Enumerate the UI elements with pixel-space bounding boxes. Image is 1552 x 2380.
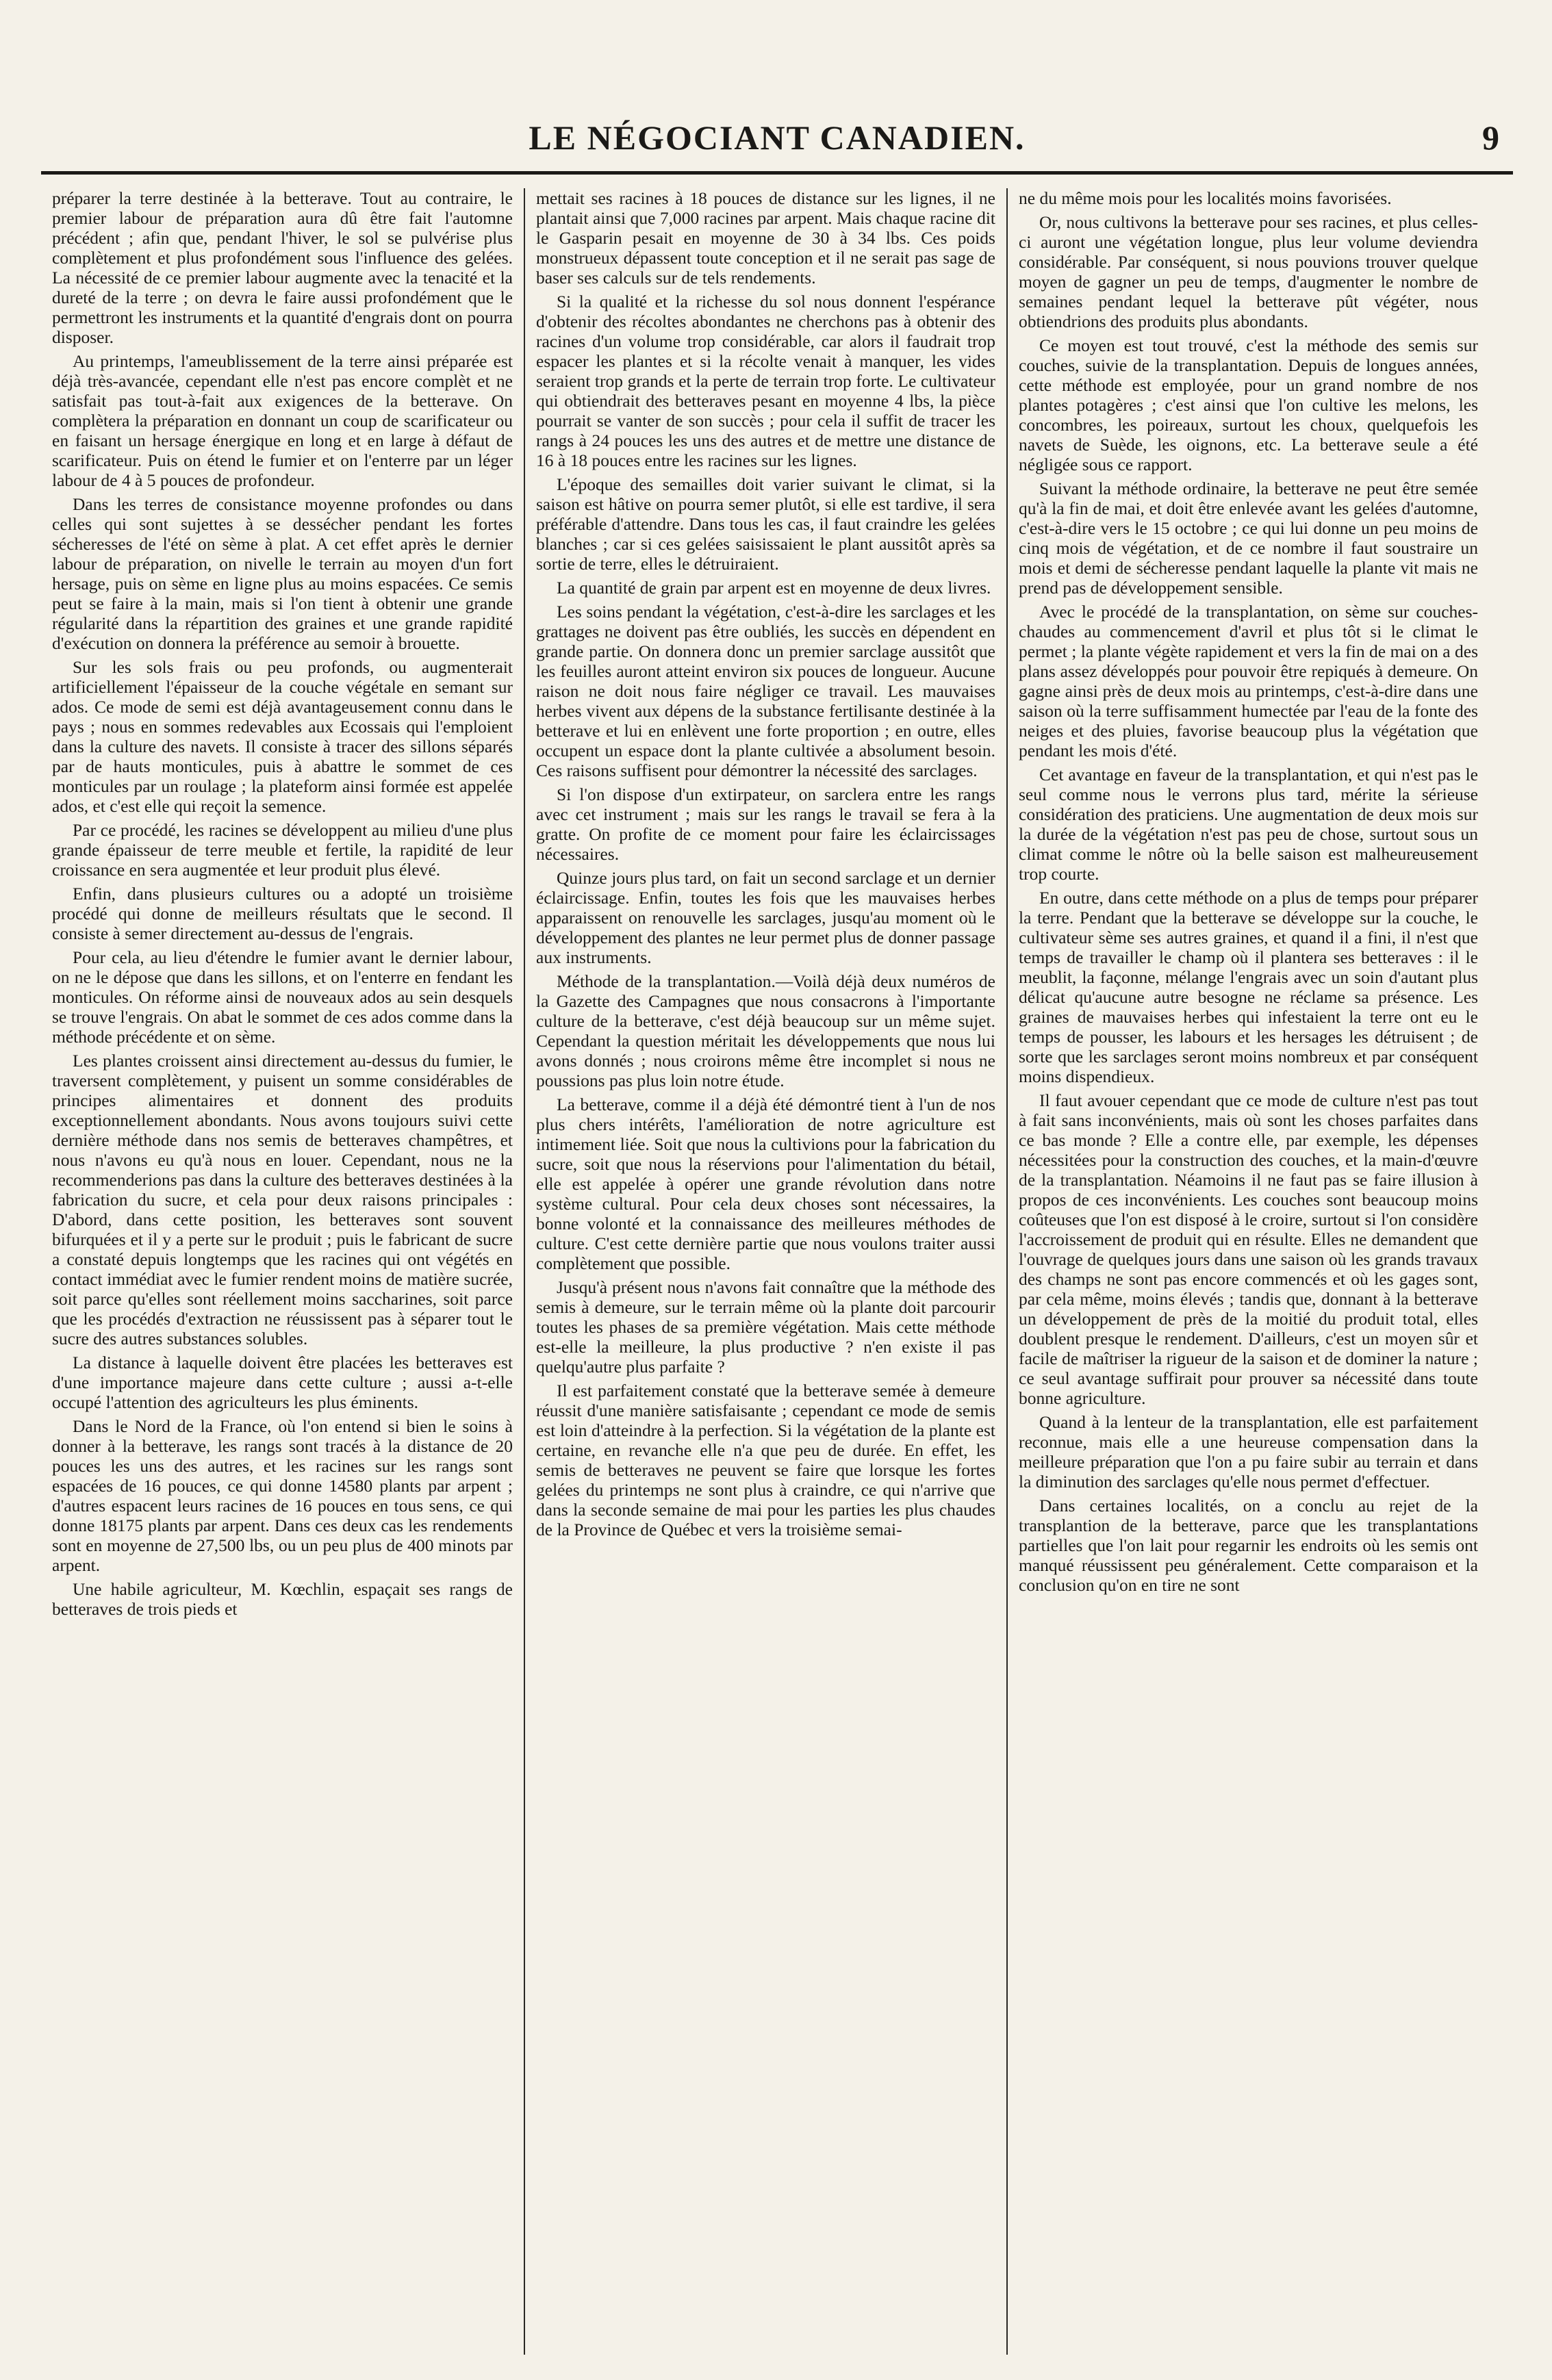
paragraph: Cet avantage en faveur de la transplantation, et qui n'est pas le seul comme nous le verrons plus tard, mérite la sérieuse considération des praticiens. Une augmentation de deux mois sur la durée de la végétation n'est pas peu de chose, surtout sous un climat comme le nôtre où la belle saison est malheureusement trop courte. xyxy=(1019,765,1478,884)
paragraph: Quand à la lenteur de la transplantation, elle est parfaitement reconnue, mais elle a une heureuse compensation dans la meilleure préparation que l'on a pu faire subir au terrain et dans la diminution des sarclages qu'elle nous permet d'effectuer. xyxy=(1019,1412,1478,1492)
paragraph: Il est parfaitement constaté que la betterave semée à demeure réussit d'une manière satisfaisante ; cependant ce mode de semis est loin d'atteindre à la perfection. Si la végétation de la plante est certaine, en revanche elle n'a que peu de durée. En effet, les semis de betteraves ne peuvent se faire que lorsque les fortes gelées du printemps ne sont plus à craindre, ce qui n'arrive que dans la seconde semaine de mai pour les parties les plus chaudes de la Province de Québec et vers la troisième semai- xyxy=(536,1381,995,1539)
paragraph: Ce moyen est tout trouvé, c'est la méthode des semis sur couches, suivie de la transplantation. Depuis de longues années, cette méthode est employée, pour un grand nombre de nos plantes potagères ; c'est ainsi que l'on cultive les melons, les concombres, les poireaux, surtout les choux, quelquefois les navets de Suède, les oignons, etc. La betterave seule a été négligée sous ce rapport. xyxy=(1019,335,1478,474)
paragraph: Si la qualité et la richesse du sol nous donnent l'espérance d'obtenir des récoltes abondantes ne cherchons pas à obtenir des racines d'un volume trop considérable, car alors il faudrait trop espacer les plantes et si la récolte venait à manquer, les vides seraient trop grands et la perte de terrain trop forte. Le cultivateur qui obtiendrait des betteraves pesant en moyenne 4 lbs, la pièce pourrait se vanter de son succès ; pour cela il suffit de tracer les rangs à 24 pouces les uns des autres et de mettre une distance de 16 à 18 pouces entre les racines sur les lignes. xyxy=(536,292,995,470)
paragraph: Quinze jours plus tard, on fait un second sarclage et un dernier éclaircissage. Enfin, toutes les fois que les mauvaises herbes apparaissent on renouvelle les sarclages, jusqu'au moment où le développement des plantes ne leur permet plus de donner passage aux instruments. xyxy=(536,868,995,967)
column-1 xyxy=(41,188,524,2355)
page-title: LE NÉGOCIANT CANADIEN. xyxy=(529,118,1026,157)
paragraph: La quantité de grain par arpent est en moyenne de deux livres. xyxy=(557,578,991,598)
paragraph: Pour cela, au lieu d'étendre le fumier avant le dernier labour, on ne le dépose que dans les sillons, et on l'enterre en fendant les monticules. On réforme ainsi de nouveaux ados au sein desquels se trouve l'engrais. On abat le sommet de ces ados comme dans la méthode précédente et on sème. xyxy=(52,947,513,1047)
paragraph: Méthode de la transplantation.—Voilà déjà deux numéros de la Gazette des Campagnes que nous consacrons à l'importante culture de la betterave, c'est déjà beaucoup sur un même sujet. Cependant la question méritait les développements que nous lui avons donnés ; nous croirons même être incomplet si nous ne poussions pas plus loin notre étude. xyxy=(536,971,995,1090)
page-number: 9 xyxy=(1482,118,1499,157)
column-3 xyxy=(1006,188,1489,2355)
paragraph: Dans certaines localités, on a conclu au rejet de la transplantion de la betterave, parce que les transplantations partielles que l'on lait pour regarnir les endroits où les semis ont manqué réussissent peu généralement. Cette comparaison et la conclusion qu'on en tire ne sont xyxy=(1019,1496,1478,1595)
paragraph: Avec le procédé de la transplantation, on sème sur couches-chaudes au commencement d'avril et plus tôt si le climat le permet ; la plante végète rapidement et vers la fin de mai on a des plans assez développés pour pouvoir être repiqués à demeure. On gagne ainsi près de deux mois au printemps, c'est-à-dire dans une saison où la terre suffisamment humectée par l'eau de la fonte des neiges et des pluies, favorise beaucoup plus la végétation que pendant les mois d'été. xyxy=(1019,602,1478,760)
paragraph: Jusqu'à présent nous n'avons fait connaître que la méthode des semis à demeure, sur le terrain même où la plante doit parcourir toutes les phases de sa première végétation. Mais cette méthode est-elle la meilleure, la plus productive ? n'en existe il pas quelqu'autre plus parfaite ? xyxy=(536,1277,995,1377)
paragraph: Il faut avouer cependant que ce mode de culture n'est pas tout à fait sans inconvénients, mais où sont les choses parfaites dans ce bas monde ? Elle a contre elle, par exemple, les dépenses nécessitées pour la construction des couches, et la main-d'œuvre de la transplantation. Néamoins il ne faut pas se faire illusion à propos de ces inconvénients. Les couches sont beaucoup moins coûteuses que l'on est disposé à le croire, surtout si l'on considère l'accroissement de produit qui en résulte. Elles ne demandent que l'ouvrage de quelques jours dans une saison où les grands travaux des champs ne sont pas encore commencés et où les gages sont, par cela même, moins élevés ; tandis que, donnant à la betterave un développement de près de la moitié du produit total, elles doublent presque le rendement. D'ailleurs, c'est un moyen sûr et facile de maîtriser la rigueur de la saison et de dominer la nature ; ce seul avantage suffirait pour prouver sa nécessité dans toute bonne agriculture. xyxy=(1019,1090,1478,1408)
masthead xyxy=(41,110,1513,175)
newspaper-page xyxy=(41,110,1513,2355)
paragraph: ne du même mois pour les localités moins favorisées. xyxy=(1019,188,1392,208)
paragraph: Sur les sols frais ou peu profonds, ou augmenterait artificiellement l'épaisseur de la couche végétale en semant sur ados. Ce mode de semi est déjà avantageusement connu dans le pays ; nous en sommes redevables aux Ecossais qui l'emploient dans la culture des navets. Il consiste à tracer des sillons séparés par de hauts monticules, puis à abattre le sommet de ces monticules par un roulage ; la plateform ainsi formée est appelée ados, et c'est elle qui reçoit la semence. xyxy=(52,657,513,816)
paragraph: Par ce procédé, les racines se développent au milieu d'une plus grande épaisseur de terre meuble et fertile, la rapidité de leur croissance en sera augmentée et leur produit plus élevé. xyxy=(52,820,513,880)
paragraph: Au printemps, l'ameublissement de la terre ainsi préparée est déjà très-avancée, cependant elle n'est pas encore complèt et ne satisfait pas tout-à-fait aux exigences de la betterave. On complètera la préparation en donnant un coup de scarificateur ou en faisant un hersage énergique en long et en large à défaut de scarificateur. Puis on étend le fumier et on l'enterre par un léger labour de 4 à 5 pouces de profondeur. xyxy=(52,351,513,490)
paragraph: La betterave, comme il a déjà été démontré tient à l'un de nos plus chers intérêts, l'amélioration de notre agriculture est intimement liée. Soit que nous la cultivions pour la fabrication du sucre, soit que nous la réservions pour l'alimentation du bétail, elle est appelée à opérer une grande révolution dans notre système cultural. Pour cela deux choses sont nécessaires, la bonne volonté et la connaissance des meilleures méthodes de culture. C'est cette dernière partie que nous voulons traiter aussi complètement que possible. xyxy=(536,1095,995,1273)
paragraph: L'époque des semailles doit varier suivant le climat, si la saison est hâtive on pourra semer plutôt, si elle est tardive, il sera préférable d'attendre. Dans tous les cas, il faut craindre les gelées blanches ; car si ces gelées saisissaient le plant aussitôt après sa sortie de terre, elles le détruiraient. xyxy=(536,474,995,574)
paragraph: Si l'on dispose d'un extirpateur, on sarclera entre les rangs avec cet instrument ; mais sur les rangs le travail se fera à la gratte. On profite de ce moment pour faire les éclaircissages nécessaires. xyxy=(536,784,995,864)
paragraph: Dans le Nord de la France, où l'on entend si bien le soins à donner à la betterave, les rangs sont tracés à la distance de 20 pouces les uns des autres, et les racines sur les rangs sont espacées de 16 pouces, ce qui donne 14580 plants par arpent ; d'autres espacent leurs racines de 16 pouces en tous sens, ce qui donne 18175 plants par arpent. Dans ces deux cas les rendements sont en moyenne de 27,500 lbs, ou un peu plus de 400 minots par arpent. xyxy=(52,1416,513,1575)
paragraph: Enfin, dans plusieurs cultures ou a adopté un troisième procédé qui donne de meilleurs résultats que le second. Il consiste à semer directement au-dessus de l'engrais. xyxy=(52,884,513,943)
paragraph: Or, nous cultivons la betterave pour ses racines, et plus celles-ci auront une végétation longue, plus leur volume deviendra considérable. Par conséquent, si nous pouvions trouver quelque moyen de gagner un peu de temps, d'augmenter le nombre de semaines pendant lequel la betterave pût végéter, nous obtiendrions des produits plus abondants. xyxy=(1019,212,1478,331)
paragraph: mettait ses racines à 18 pouces de distance sur les lignes, il ne plantait ainsi que 7,000 racines par arpent. Mais chaque racine dit le Gasparin pesait en moyenne de 30 à 34 lbs. Ces poids monstrueux dépassent toute conception et il ne serait pas sage de baser ses calculs sur de tels rendements. xyxy=(536,188,995,287)
column-2 xyxy=(524,188,1006,2355)
paragraph: Les soins pendant la végétation, c'est-à-dire les sarclages et les grattages ne doivent pas être oubliés, les succès en dépendent en grande partie. On donnera donc un premier sarclage aussitôt que les feuilles auront atteint environ six pouces de longueur. Aucune raison ne doit nous faire négliger ce travail. Les mauvaises herbes vivent aux dépens de la substance fertilisante destinée à la betterave et lui en enlèvent une forte proportion ; en outre, elles occupent un espace dont la plante cultivée a absolument besoin. Ces raisons suffisent pour démontrer la nécessité des sarclages. xyxy=(536,602,995,780)
paragraph: En outre, dans cette méthode on a plus de temps pour préparer la terre. Pendant que la betterave se développe sur la couche, le cultivateur sème ses autres graines, et quand il a fini, il n'est que temps de travailler le champ où il plantera ses betteraves : il le meublit, la façonne, mélange l'engrais avec un soin d'autant plus délicat qu'aucune autre besogne ne réclame sa présence. Les graines de mauvaises herbes qui infestaient la terre ont eu le temps de pousser, les labours et les hersages les détruisent ; de sorte que les sarclages seront moins nombreux et par conséquent moins dispendieux. xyxy=(1019,888,1478,1086)
paragraph: Dans les terres de consistance moyenne profondes ou dans celles qui sont sujettes à se dessécher pendant les fortes sécheresses de l'été on sème à plat. A cet effet après le dernier labour de préparation, on nivelle le terrain au moyen d'un fort hersage, puis on sème en ligne plus au moins espacées. Ce semis peut se faire à la main, mais si l'on tient à obtenir une grande régularité dans la répartition des graines et une grande rapidité d'exécution on donnera la préférence au semoir à brouette. xyxy=(52,494,513,653)
paragraph: préparer la terre destinée à la betterave. Tout au contraire, le premier labour de préparation aura dû être fait l'automne précédent ; afin que, pendant l'hiver, le sol se pulvérise plus complètement et plus profondément sous l'influence des gelées. La nécessité de ce premier labour augmente avec la tenacité et la dureté de la terre ; on devra le faire aussi profondément que le permettront les instruments et la quantité d'engrais dont on pourra disposer. xyxy=(52,188,513,347)
article-columns xyxy=(41,188,1513,2355)
paragraph: La distance à laquelle doivent être placées les betteraves est d'une importance majeure dans cette culture ; aussi a-t-elle occupé l'attention des agriculteurs les plus éminents. xyxy=(52,1353,513,1412)
paragraph: Suivant la méthode ordinaire, la betterave ne peut être semée qu'à la fin de mai, et doit être enlevée avant les gelées d'automne, c'est-à-dire vers le 15 octobre ; ce qui lui donne un peu moins de cinq mois de végétation, et de ce nombre il faut soustraire un mois et demi de sécheresse pendant laquelle la plante vit mais ne prend pas de développement sensible. xyxy=(1019,478,1478,598)
paragraph: Les plantes croissent ainsi directement au-dessus du fumier, le traversent complètement, y puisent un somme considérables de principes alimentaires et donnent des produits exceptionnellement abondants. Nous avons toujours suivi cette dernière méthode dans nos semis de betteraves champêtres, et nous n'avons eu qu'à nous en louer. Cependant, nous ne la recommenderions pas dans la culture des betteraves destinées à la fabrication du sucre, et cela pour deux raisons principales : D'abord, dans cette position, les betteraves sont souvent bifurquées et il y a perte sur le produit ; puis le fabricant de sucre a constaté depuis longtemps que les racines qui ont végétés en contact immédiat avec le fumier rendent moins de matière sucrée, soit parce qu'elles sont réellement moins saccharines, soit parce que les procédés d'extraction ne réussissent pas à séparer tout le sucre des autres substances solubles. xyxy=(52,1051,513,1348)
paragraph: Une habile agriculteur, M. Kœchlin, espaçait ses rangs de betteraves de trois pieds et xyxy=(52,1579,513,1619)
